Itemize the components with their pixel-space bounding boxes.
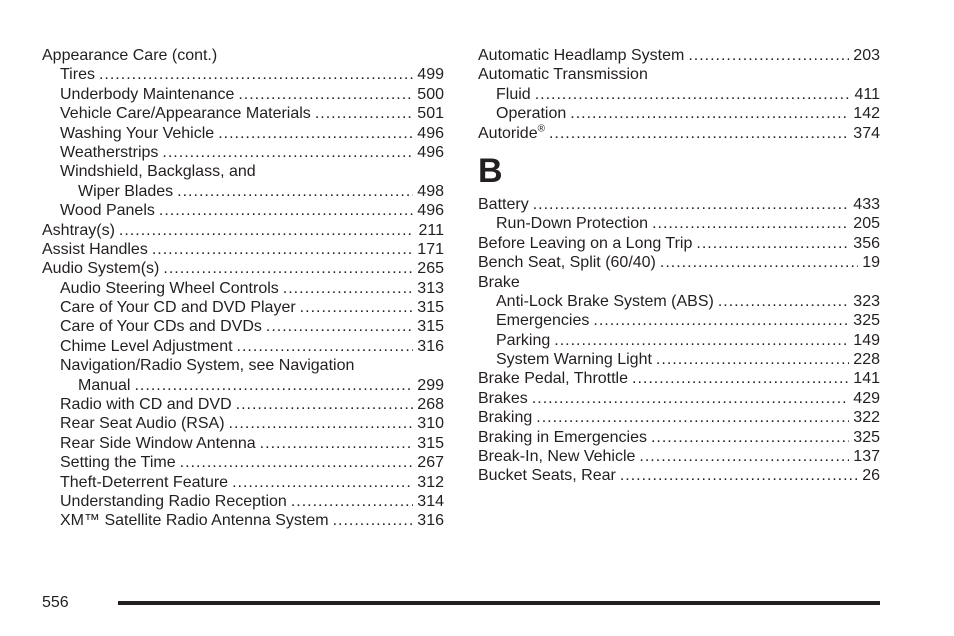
index-entry-page: 322 <box>853 409 880 427</box>
index-entry-text: Battery <box>478 195 529 213</box>
dot-leader <box>229 414 414 433</box>
index-entry-page: 325 <box>853 312 880 330</box>
index-entry <box>42 376 444 395</box>
index-entry-text: Audio System(s) <box>42 260 160 278</box>
index-entry-text: Anti-Lock Brake System (ABS) <box>496 292 714 310</box>
index-entry <box>478 104 880 123</box>
index-entry-page: 315 <box>417 318 444 336</box>
index-entry-label <box>42 240 148 259</box>
index-entry-text: Bench Seat, Split (60/40) <box>478 254 656 272</box>
index-entry-label <box>60 473 228 492</box>
index-entry <box>42 356 444 375</box>
dot-leader <box>237 337 414 356</box>
index-entry-text: Before Leaving on a Long Trip <box>478 234 693 252</box>
index-entry-label <box>496 214 648 233</box>
index-entry-text: Underbody Maintenance <box>60 85 235 103</box>
index-entry-text: Manual <box>78 376 131 394</box>
index-entry-label <box>60 279 279 298</box>
index-entry-label <box>60 434 256 453</box>
index-entry-page: 433 <box>853 195 880 213</box>
index-entry <box>42 182 444 201</box>
index-entry-text: Wiper Blades <box>78 182 174 200</box>
index-entry-page: 315 <box>417 434 444 452</box>
index-entry-text: Vehicle Care/Appearance Materials <box>60 105 311 123</box>
dot-leader <box>134 376 413 395</box>
index-entry-page: 325 <box>853 428 880 446</box>
index-entry-page: 356 <box>853 234 880 252</box>
dot-leader <box>532 389 850 408</box>
index-entry-page: 500 <box>417 85 444 103</box>
index-entry <box>478 65 880 84</box>
dot-leader <box>232 473 413 492</box>
index-entry-text: Navigation/Radio System, see Navigation <box>60 357 355 375</box>
footer-rule <box>118 601 880 605</box>
index-entry-label <box>478 408 532 427</box>
dot-leader <box>333 511 414 530</box>
index-entry <box>42 162 444 181</box>
index-entry-label <box>60 356 354 375</box>
dot-leader <box>549 124 849 143</box>
index-entry-text: System Warning Light <box>496 351 652 369</box>
index-entry <box>42 453 444 472</box>
index-entry <box>478 311 880 330</box>
index-entry-page: 314 <box>417 492 444 510</box>
index-entry-label <box>478 46 684 65</box>
dot-leader <box>536 408 849 427</box>
index-entry-label <box>42 221 115 240</box>
index-entry <box>42 337 444 356</box>
dot-leader <box>162 143 413 162</box>
index-entry-page: 26 <box>862 467 880 485</box>
index-entry <box>478 447 880 466</box>
index-entry <box>478 253 880 272</box>
index-entry-text: Rear Seat Audio (RSA) <box>60 415 225 433</box>
index-entry-text: Parking <box>496 331 551 349</box>
index-entry-page: 323 <box>853 292 880 310</box>
index-entry-label <box>60 337 233 356</box>
index-entry-text: Automatic Headlamp System <box>478 47 685 64</box>
index-entry <box>42 279 444 298</box>
index-entry <box>478 408 880 427</box>
index-entry <box>42 85 444 104</box>
index-entry-text: Braking <box>478 409 533 427</box>
index-entry-label <box>42 259 159 278</box>
index-entry <box>478 124 880 143</box>
index-group-top <box>478 46 880 143</box>
index-entry-text: Theft-Deterrent Feature <box>60 473 229 491</box>
index-entry-label <box>478 253 656 272</box>
index-entry <box>42 511 444 530</box>
index-entry <box>42 221 444 240</box>
index-entry-page: 205 <box>853 215 880 233</box>
index-entry-label <box>496 311 589 330</box>
index-entry-label <box>496 292 714 311</box>
dot-leader <box>632 369 849 388</box>
index-entry-text: Bucket Seats, Rear <box>478 467 616 485</box>
index-entry-page: 411 <box>854 85 880 103</box>
index-entry <box>42 259 444 278</box>
index-entry-page: 149 <box>853 331 880 349</box>
index-entry-page: 316 <box>417 512 444 530</box>
index-entry <box>42 473 444 492</box>
index-entry-text: Run-Down Protection <box>496 215 649 233</box>
index-entry-label <box>478 124 545 143</box>
index-entry <box>478 389 880 408</box>
index-entry <box>42 46 444 65</box>
dot-leader <box>291 492 413 511</box>
index-entry-text: Chime Level Adjustment <box>60 337 233 355</box>
index-entry-label <box>496 350 652 369</box>
index-entry-label <box>42 46 217 65</box>
index-entry-text: Windshield, Backglass, and <box>60 163 256 181</box>
index-entry-text: Tires <box>60 66 95 84</box>
index-entry-page: 211 <box>418 221 444 239</box>
index-entry-page: 312 <box>417 473 444 491</box>
dot-leader <box>639 447 849 466</box>
index-entry <box>42 492 444 511</box>
index-entry-label <box>496 85 531 104</box>
index-entry-label <box>60 85 234 104</box>
index-entry-page: 496 <box>417 124 444 142</box>
index-entry-page: 499 <box>417 66 444 84</box>
dot-leader <box>696 234 849 253</box>
index-entry <box>42 65 444 84</box>
index-entry-text: Fluid <box>496 85 531 103</box>
index-entry <box>478 428 880 447</box>
index-entry-text: Break-In, New Vehicle <box>478 448 636 466</box>
dot-leader <box>159 201 413 220</box>
index-entry-text: Brake Pedal, Throttle <box>478 370 629 388</box>
dot-leader <box>119 221 415 240</box>
index-entry <box>478 46 880 65</box>
index-entry-page: 228 <box>853 351 880 369</box>
index-entry-label <box>60 201 155 220</box>
dot-leader <box>718 292 849 311</box>
registered-mark: ® <box>537 123 545 135</box>
index-entry <box>478 234 880 253</box>
index-entry-text: Weatherstrips <box>60 143 159 161</box>
index-entry <box>42 143 444 162</box>
dot-leader <box>651 428 849 447</box>
index-entry-text: Operation <box>496 105 567 123</box>
page-number: 556 <box>42 594 69 611</box>
dot-leader <box>238 85 413 104</box>
index-entry-text: Brake <box>478 273 520 291</box>
index-entry-text: Appearance Care (cont.) <box>42 47 218 64</box>
dot-leader <box>315 104 413 123</box>
index-entry-page: 265 <box>417 260 444 278</box>
index-entry-text: Automatic Transmission <box>478 66 648 84</box>
index-entry-label <box>78 376 130 395</box>
index-entry <box>42 124 444 143</box>
index-entry-label <box>60 317 262 336</box>
index-entry-page: 429 <box>853 389 880 407</box>
index-entry <box>42 104 444 123</box>
index-entry-text: Radio with CD and DVD <box>60 396 232 414</box>
index-entry <box>478 273 880 292</box>
index-entry-page: 268 <box>417 396 444 414</box>
dot-leader <box>260 434 414 453</box>
index-entry-label <box>478 466 616 485</box>
index-entry-label <box>478 65 648 84</box>
dot-leader <box>660 253 858 272</box>
index-entry <box>42 395 444 414</box>
index-group-bottom <box>478 195 880 486</box>
dot-leader <box>152 240 413 259</box>
section-letter: B <box>478 151 503 190</box>
index-entry <box>478 369 880 388</box>
index-entry <box>42 201 444 220</box>
index-entry-page: 316 <box>417 337 444 355</box>
index-entry-text: Care of Your CD and DVD Player <box>60 299 296 317</box>
dot-leader <box>266 317 413 336</box>
dot-leader <box>593 311 849 330</box>
index-entry-text: Wood Panels <box>60 202 155 220</box>
index-entry-text: Braking in Emergencies <box>478 428 647 446</box>
index-column-right <box>478 46 880 486</box>
index-entry-page: 313 <box>417 279 444 297</box>
index-entry-label <box>60 124 214 143</box>
dot-leader <box>236 395 414 414</box>
index-entry-page: 310 <box>417 415 444 433</box>
index-entry-text: Audio Steering Wheel Controls <box>60 279 279 297</box>
index-entry-label <box>478 428 647 447</box>
index-entry-label <box>60 453 176 472</box>
index-entry-text: Rear Side Window Antenna <box>60 434 256 452</box>
dot-leader <box>620 466 858 485</box>
index-entry <box>42 414 444 433</box>
dot-leader <box>218 124 413 143</box>
index-entry-text: Autoride <box>478 124 538 142</box>
index-entry <box>478 331 880 350</box>
index-entry-label <box>478 389 528 408</box>
index-entry-text: Brakes <box>478 389 528 407</box>
index-entry-page: 203 <box>853 47 880 64</box>
index-entry-label <box>60 143 158 162</box>
index-entry-page: 496 <box>417 202 444 220</box>
dot-leader <box>535 85 851 104</box>
dot-leader <box>163 259 413 278</box>
dot-leader <box>652 214 849 233</box>
index-entry-text: Understanding Radio Reception <box>60 492 287 510</box>
index-entry-label <box>78 182 173 201</box>
index-entry-text: Emergencies <box>496 312 590 330</box>
index-entry-page: 498 <box>417 182 444 200</box>
index-entry-label <box>60 511 329 530</box>
index-entry-label <box>60 65 95 84</box>
index-entry <box>478 214 880 233</box>
index-entry-text: Assist Handles <box>42 240 148 258</box>
index-entry-label <box>60 414 225 433</box>
index-entry-text: Care of Your CDs and DVDs <box>60 318 262 336</box>
index-entry <box>42 240 444 259</box>
index-entry-label <box>478 447 635 466</box>
index-entry-text: Ashtray(s) <box>42 221 115 239</box>
index-column-left <box>42 46 444 531</box>
dot-leader <box>688 46 849 65</box>
index-entry-label <box>60 104 311 123</box>
index-entry-label <box>60 492 287 511</box>
index-entry-page: 137 <box>853 448 880 466</box>
index-entry-label <box>478 234 692 253</box>
index-entry-text: Washing Your Vehicle <box>60 124 215 142</box>
index-entry <box>478 195 880 214</box>
index-entry-page: 142 <box>853 105 880 123</box>
index-entry <box>478 350 880 369</box>
index-entry <box>478 466 880 485</box>
index-entry-label <box>478 195 529 214</box>
index-entry <box>478 292 880 311</box>
index-entry-page: 19 <box>862 254 880 272</box>
index-entry-label <box>60 162 256 181</box>
dot-leader <box>533 195 850 214</box>
index-entry <box>42 298 444 317</box>
index-entry <box>42 317 444 336</box>
index-entry-page: 267 <box>417 454 444 472</box>
dot-leader <box>283 279 414 298</box>
index-entry-page: 171 <box>417 240 444 258</box>
dot-leader <box>300 298 414 317</box>
dot-leader <box>180 453 414 472</box>
index-entry <box>478 85 880 104</box>
index-entry-label <box>496 104 566 123</box>
index-entry-page: 496 <box>417 143 444 161</box>
index-entry-label <box>478 273 520 292</box>
dot-leader <box>99 65 413 84</box>
index-entry-label <box>60 298 296 317</box>
index-entry-page: 374 <box>853 124 880 142</box>
dot-leader <box>554 331 849 350</box>
index-entry-label <box>60 395 232 414</box>
index-entry-text: Setting the Time <box>60 454 176 472</box>
index-entry-label <box>478 369 628 388</box>
index-entry-text: XM™ Satellite Radio Antenna System <box>60 512 329 530</box>
index-entry-page: 299 <box>417 376 444 394</box>
index-entry-page: 141 <box>853 370 880 388</box>
index-entry-page: 501 <box>417 105 444 123</box>
dot-leader <box>656 350 849 369</box>
index-entry <box>42 434 444 453</box>
dot-leader <box>570 104 849 123</box>
dot-leader <box>177 182 413 201</box>
index-entry-label <box>496 331 550 350</box>
index-entry-page: 315 <box>417 299 444 317</box>
